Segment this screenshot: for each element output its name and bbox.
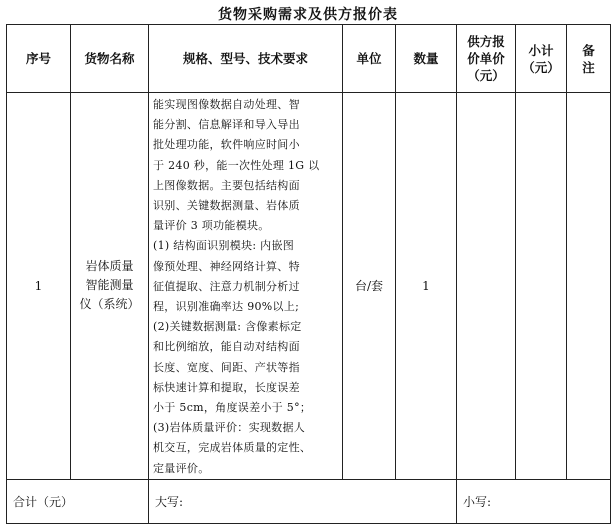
total-lower[interactable]: 小写: — [457, 479, 611, 523]
header-spec: 规格、型号、技术要求 — [149, 25, 343, 93]
header-name: 货物名称 — [71, 25, 149, 93]
header-price-line: （元） — [467, 68, 505, 83]
header-subtotal-line: （元） — [522, 59, 560, 75]
table-row — [7, 93, 611, 480]
spec-line: 能分割、信息解译和导入导出 — [153, 118, 300, 132]
header-subtotal-line: 小计 — [528, 42, 554, 58]
page-title: 货物采购需求及供方报价表 — [218, 7, 398, 23]
spec-line: (3)岩体质量评价：实现数据人 — [153, 421, 306, 435]
header-price-line: 价单价 — [467, 51, 505, 66]
spec-line: 批处理功能，软件响应时间小 — [153, 138, 300, 152]
cell-spec — [149, 93, 343, 480]
header-price-line: 供方报 — [467, 34, 505, 49]
header-seq: 序号 — [7, 25, 71, 93]
spec-line: 像预处理、神经网络计算、特 — [153, 259, 300, 273]
spec-line: 和比例缩放，能自动对结构面 — [153, 340, 300, 354]
spec-line: 于 240 秒，能一次性处理 1G 以 — [153, 158, 320, 172]
cell-seq: 1 — [7, 93, 71, 480]
total-row — [7, 479, 611, 523]
spec-line: 长度、宽度、间距、产状等指 — [153, 360, 300, 374]
header-price — [457, 25, 516, 93]
spec-line: 程，识别准确率达 90%以上; — [153, 300, 300, 314]
spec-line: 定量评价。 — [153, 461, 210, 475]
spec-line: 标快速计算和提取，长度误差 — [153, 380, 300, 394]
header-qty: 数量 — [396, 25, 457, 93]
spec-line: 机交互，完成岩体质量的定性、 — [153, 441, 312, 455]
spec-line: 小于 5cm，角度误差小于 5°； — [153, 401, 312, 415]
cell-name-line: 智能测量 — [85, 278, 134, 293]
spec-line: 能实现图像数据自动处理、智 — [153, 98, 300, 111]
header-remark-line: 备 — [582, 42, 595, 58]
spec-line: 量评价 3 项功能模块。 — [153, 219, 270, 233]
header-subtotal — [516, 25, 567, 93]
spec-line: 识别、关键数据测量、岩体质 — [153, 199, 300, 213]
spec-line: (2)关键数据测量: 含像素标定 — [153, 320, 302, 334]
cell-price[interactable] — [457, 93, 516, 480]
header-remark — [567, 25, 611, 93]
quotation-table — [6, 24, 611, 524]
total-capital[interactable]: 大写: — [149, 479, 457, 523]
cell-qty: 1 — [396, 93, 457, 480]
spec-line: 征值提取、注意力机制分析过 — [153, 279, 300, 293]
header-remark-line: 注 — [582, 59, 595, 75]
cell-subtotal[interactable] — [516, 93, 567, 480]
spec-line: 上图像数据。主要包括结构面 — [153, 178, 300, 192]
header-row — [7, 25, 611, 93]
cell-name-line: 仪（系统） — [79, 297, 140, 312]
total-label: 合计（元） — [7, 479, 149, 523]
header-unit: 单位 — [343, 25, 396, 93]
cell-remark[interactable] — [567, 93, 611, 480]
cell-unit: 台/套 — [343, 93, 396, 480]
cell-name-line: 岩体质量 — [85, 259, 134, 274]
spec-line: (1) 结构面识别模块: 内嵌图 — [153, 239, 295, 253]
cell-name — [71, 93, 149, 480]
